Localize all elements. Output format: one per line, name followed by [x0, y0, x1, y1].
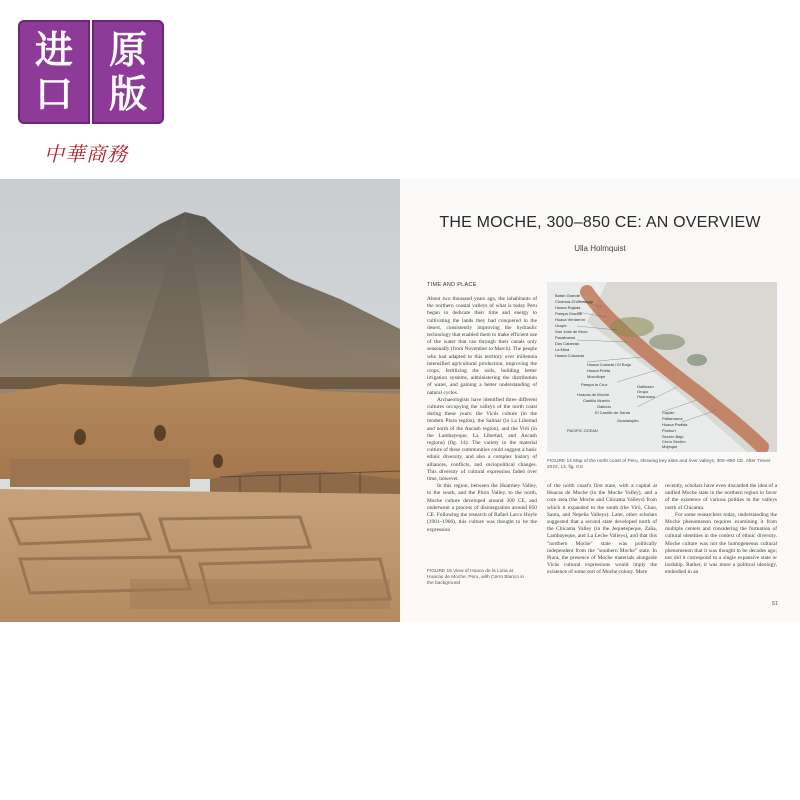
- paragraph: In this region, between the Huarmey Valley, to the south, and the Piura Valley, to the north, Moche culture developed around 300 CE, and underwent a process of disintegration around 850 CE. Following the research of Rafael Larco Hoyle (1901–1966), this culture was thought to be the expression: [427, 483, 537, 533]
- map-site-label: Pampa Grande: [555, 311, 583, 316]
- map-site-label: Huaca Prieta: [587, 368, 611, 373]
- badge-book-shape: [14, 14, 166, 132]
- map-site-label: Dos Cabezas: [555, 341, 580, 346]
- author-name: Ulla Holmquist: [574, 244, 626, 253]
- map-site-label: San José de Moro: [555, 329, 588, 334]
- ocean-label: PACIFIC OCEAN: [567, 428, 598, 433]
- map-site-label: Huaca Colorada: [555, 353, 584, 358]
- badge-subtitle: 中華商務: [44, 142, 128, 166]
- map-site-label: Huaca Rajada: [555, 305, 581, 310]
- chapter-title: THE MOCHE, 300–850 CE: AN OVERVIEW: [439, 214, 761, 231]
- text-column-3: [665, 483, 777, 593]
- publisher-badge: [14, 14, 166, 164]
- badge-char-yuan: 原: [108, 28, 147, 72]
- map-site-label: La Mina: [555, 347, 570, 352]
- paragraph: of the north coast's first state, with a capital at Huacas de Moche (in the Moche Valley), and a core area (the Moche and Chicama Valleys) from which it expanded to the south (the Virú, Chao, Santa, and Nepeña Valleys). Later, other scholars suggested that a second state developed north of the Chicama Valley (in the Jequetepeque, Zaña, Lambayeque, and La Leche Valleys), and that this "northern Moche" state was politically independent from the "southern Moche" state. In Piura, the presence of Moche materials alongside Vicús cultural expressions would imply the existence of some sort of Moche colony. More: [547, 483, 657, 576]
- map-site-label: Guadalupito: [617, 418, 639, 423]
- map-site-label: El Castillo de Santa: [595, 410, 630, 415]
- paragraph: For some researchers today, understanding the Moche phenomenon requires examining it from multiple centers and considering the formation of cultural identities in the context of ethnic diversity. Moche culture was not the homogeneous cultural phenomenon that it was thought to be decades ago; nor did it correspond to a single expansive state or lordship. Rather, it was more a political ideology, embodied in an: [665, 511, 777, 576]
- map-site-label: Huacas de Moche: [577, 392, 610, 397]
- page-number: 51: [772, 601, 779, 607]
- badge-char-ban: 版: [108, 72, 147, 116]
- map-site-label: Huaca Partida: [662, 422, 688, 427]
- map-site-label: Úcupe: [555, 323, 567, 328]
- badge-char-kou: 口: [34, 72, 73, 116]
- figure-15-caption: FIGURE 15 View of Huaca de la Luna at Huacas de Moche, Peru, with Cerro Blanco in the background: [427, 569, 525, 586]
- map-site-label: Huancaco: [637, 394, 656, 399]
- huaca-photo: [0, 179, 400, 622]
- map-site-label: Pañamarca: [662, 416, 683, 421]
- map-site-label: Pampa la Cruz: [581, 382, 608, 387]
- map-site-label: Chotuna-Chornancap: [555, 299, 594, 304]
- text-column-1: [427, 296, 537, 566]
- map-site-label: Grupo: [637, 389, 649, 394]
- map-site-label: Mocollope: [587, 374, 606, 379]
- mountain-landscape-image: [0, 179, 400, 622]
- text-column-2: [547, 483, 657, 593]
- map-site-label: Huaca Ventarrón: [555, 317, 586, 322]
- map-site-label: Castillo Muerto: [583, 398, 610, 403]
- map-site-label: Galindo: [597, 404, 611, 409]
- map-site-label: Punkurí: [662, 428, 676, 433]
- map-site-label: Caylán: [662, 410, 675, 415]
- map-site-label: Mojeque: [662, 444, 678, 449]
- section-heading: TIME AND PLACE: [427, 282, 477, 288]
- badge-left-page: [18, 20, 90, 124]
- paragraph: Archaeologists have identified three different cultures occupying the valleys of the north coast during these years: the Vicús culture (in the modern Piura region), the Salinar (in La Libertad and north of the Ancash region), and the Virú (in the Lambayeque, La Libertad, and Ancash regions) (fig. 14). The variety in the material culture of these communities could suggest a basic ethnic diversity, and also a complex history of alliances, conflicts, and sociopolitical changes. This diversity of cultural expression faded over time, however.: [427, 396, 537, 483]
- north-coast-map: [547, 282, 777, 452]
- map-image: [547, 282, 777, 452]
- map-site-label: Pacatnamú: [555, 335, 576, 340]
- paragraph: About two thousand years ago, the inhabitants of the northern coastal valleys of what is today Peru began to dedicate their time and energy to cultivating the lands they had conquered in the desert, consistently improving the hydraulic technology that enabled them to make efficient use of the water that ran through their canals only seasonally (from November to March). The people who had adapted to this territory over millennia intensified agricultural production, improving the crops, fertilizing the soils, building better irrigation systems, administering the distribution of water, and gaining a better understanding of natural cycles.: [427, 296, 537, 396]
- book-spread: [0, 179, 800, 622]
- paragraph: recently, scholars have even discarded the idea of a unified Moche state in the northern region in favor of the existence of various polities in the valleys north of Chicama.: [665, 483, 777, 511]
- map-site-label: Huaca Cortada / El Brujo: [587, 362, 632, 367]
- map-site-label: Sechín Bajo: [662, 434, 684, 439]
- badge-char-jin: 进: [34, 28, 73, 72]
- map-site-label: Gallinazo: [637, 384, 654, 389]
- figure-14-caption: FIGURE 14 Map of the north coast of Peru, showing key sites and river valleys, 300–850 CE. After Trever 2022, 13, fig. 0.5: [547, 459, 771, 470]
- text-page: [400, 179, 800, 622]
- map-site-label: Cerro Sechín: [662, 439, 686, 444]
- badge-right-page: [92, 20, 164, 124]
- map-site-label: Batán Grande: [555, 293, 580, 298]
